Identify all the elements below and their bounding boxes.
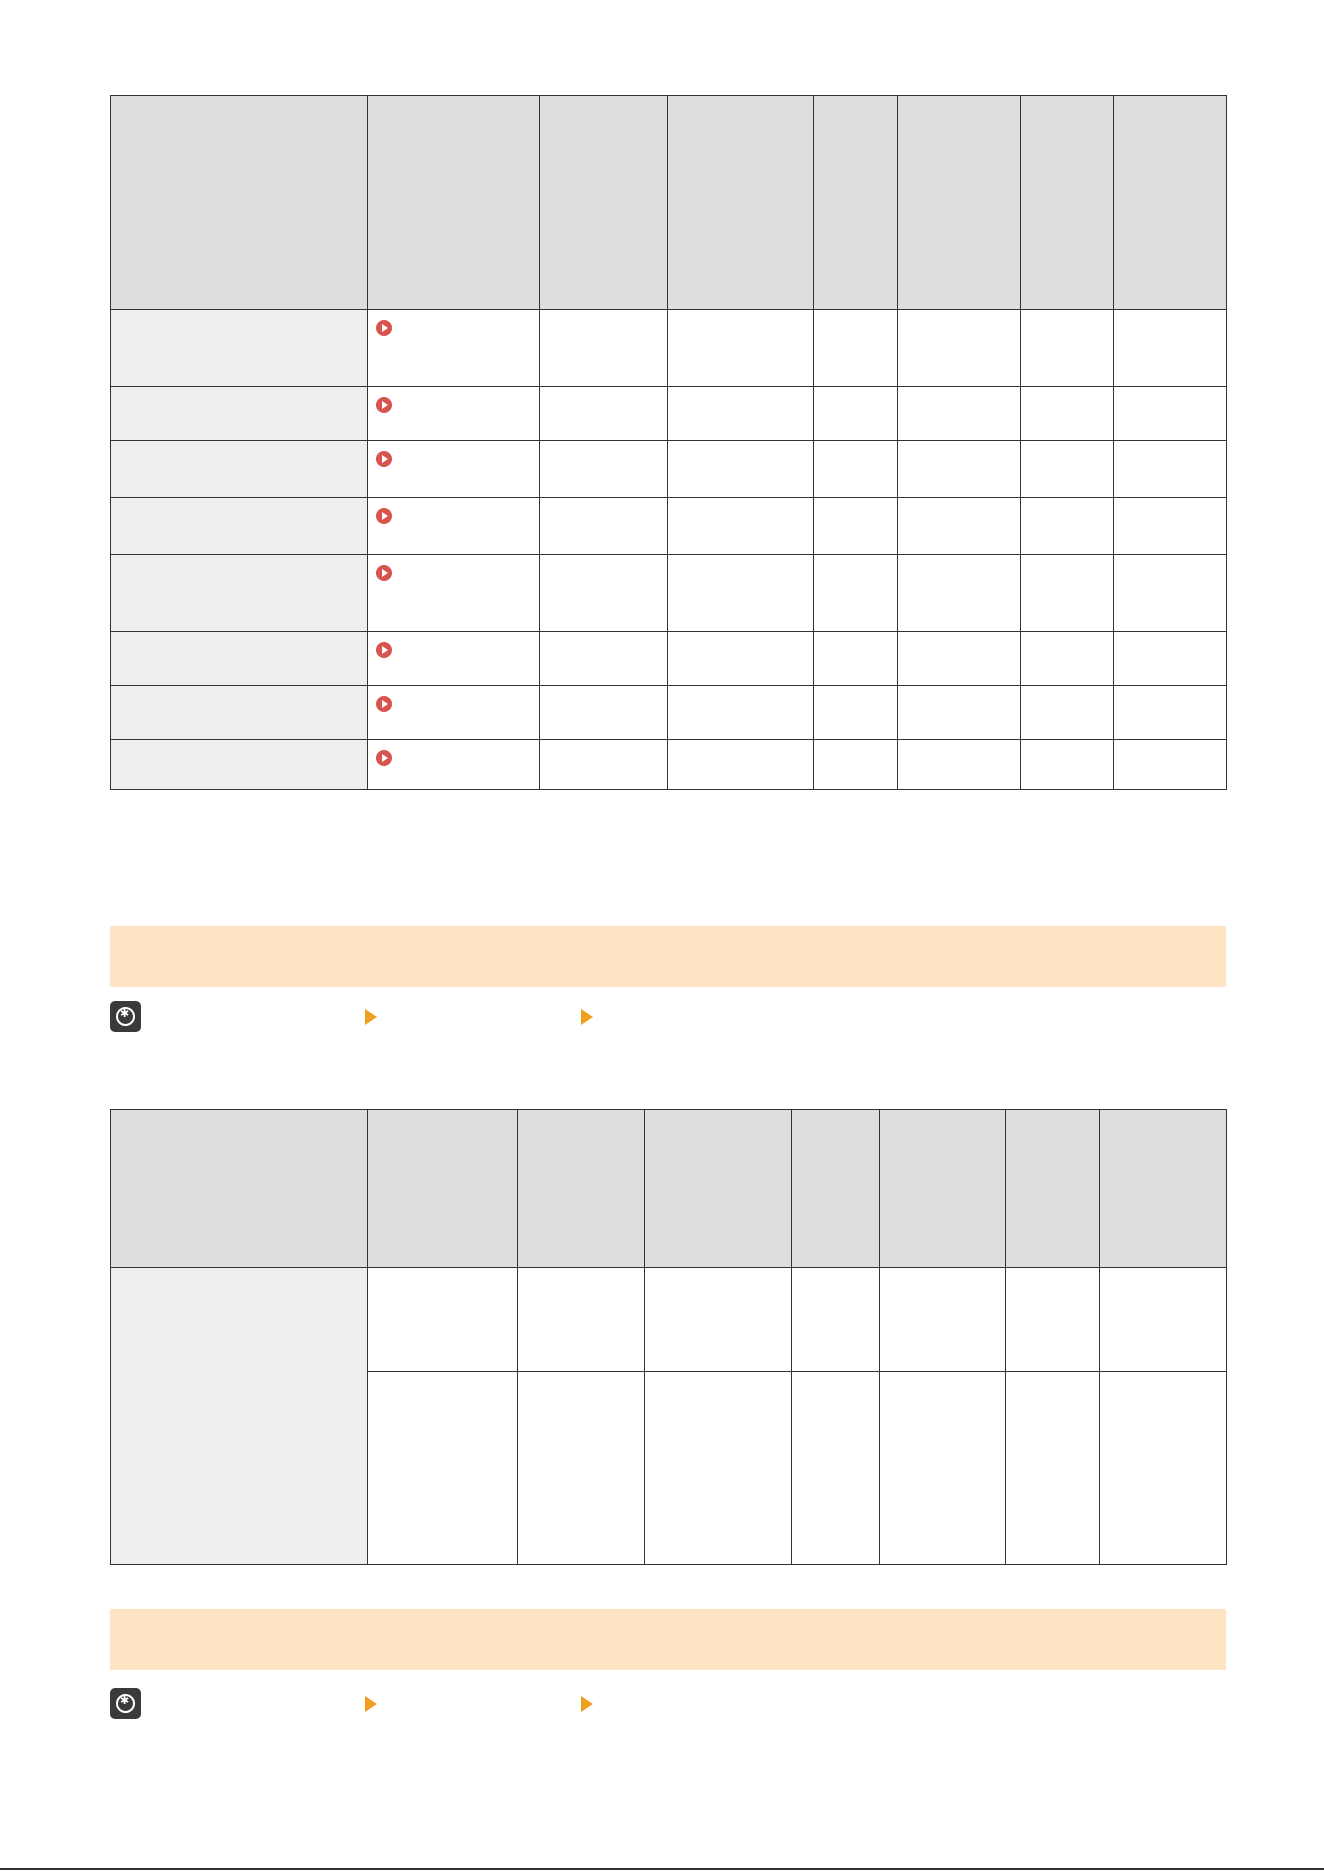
table-row: [111, 310, 1227, 387]
table-row: [111, 740, 1227, 790]
reference-link[interactable]: [368, 498, 539, 524]
table-cell: [540, 498, 668, 555]
table-cell: [540, 387, 668, 441]
table-cell: [1114, 555, 1227, 632]
table-cell: [1021, 555, 1114, 632]
row-label: [111, 441, 368, 498]
reference-cell: [368, 632, 540, 686]
table-cell: [518, 1372, 645, 1565]
table-cell: [540, 555, 668, 632]
table-cell: [898, 632, 1021, 686]
table-cell: [814, 555, 898, 632]
play-circle-icon: [376, 565, 392, 581]
table-cell: [540, 632, 668, 686]
triangle-right-icon: [365, 1009, 377, 1025]
table-row: [111, 498, 1227, 555]
row-label: [111, 686, 368, 740]
header-cell: [792, 1110, 880, 1268]
row-label: [111, 555, 368, 632]
table-cell: [1114, 632, 1227, 686]
table-cell: [1114, 498, 1227, 555]
table-cell: [898, 498, 1021, 555]
table-cell: [880, 1268, 1006, 1372]
header-cell: [668, 96, 814, 310]
triangle-right-icon: [581, 1009, 593, 1025]
table-cell: [668, 498, 814, 555]
table-cell: [368, 1372, 518, 1565]
section-banner: [110, 926, 1226, 987]
table-cell: [1114, 441, 1227, 498]
header-cell: [1114, 96, 1227, 310]
table-cell: [814, 387, 898, 441]
table-cell: [814, 740, 898, 790]
footer-divider: [0, 1868, 1324, 1870]
table-cell: [368, 1268, 518, 1372]
table-cell: [1021, 441, 1114, 498]
play-circle-icon: [376, 750, 392, 766]
table-cell: [1021, 632, 1114, 686]
table-cell: [898, 441, 1021, 498]
reference-link[interactable]: [368, 740, 539, 766]
breadcrumb: [110, 1001, 1226, 1033]
table-row: [111, 1268, 1227, 1372]
reference-cell: [368, 498, 540, 555]
header-cell: [1006, 1110, 1100, 1268]
reference-link[interactable]: [368, 555, 539, 581]
header-cell: [814, 96, 898, 310]
table-cell: [1114, 740, 1227, 790]
reference-cell: [368, 686, 540, 740]
triangle-right-icon: [365, 1696, 377, 1712]
table-cell: [518, 1268, 645, 1372]
table-cell: [880, 1372, 1006, 1565]
table-row: [111, 555, 1227, 632]
breadcrumb: [110, 1688, 1226, 1720]
row-label: [111, 310, 368, 387]
settings-icon[interactable]: [110, 1688, 141, 1719]
table-cell: [814, 498, 898, 555]
table-cell: [540, 310, 668, 387]
table-row: [111, 441, 1227, 498]
table-cell: [1021, 310, 1114, 387]
table-cell: [814, 632, 898, 686]
table-cell: [1114, 387, 1227, 441]
header-cell: [880, 1110, 1006, 1268]
header-cell: [111, 96, 368, 310]
table-cell: [1021, 498, 1114, 555]
table-cell: [668, 441, 814, 498]
reference-cell: [368, 441, 540, 498]
table-cell: [1006, 1372, 1100, 1565]
table-cell: [898, 686, 1021, 740]
table-cell: [1021, 740, 1114, 790]
table-cell: [1100, 1372, 1227, 1565]
table-cell: [898, 310, 1021, 387]
header-cell: [518, 1110, 645, 1268]
table-cell: [792, 1268, 880, 1372]
table-cell: [668, 632, 814, 686]
table-cell: [1114, 686, 1227, 740]
table-cell: [1114, 310, 1227, 387]
reference-link[interactable]: [368, 310, 539, 336]
table-cell: [540, 686, 668, 740]
reference-link[interactable]: [368, 632, 539, 658]
header-cell: [1021, 96, 1114, 310]
settings-table-2: [110, 1109, 1227, 1565]
reference-cell: [368, 555, 540, 632]
table-cell: [668, 686, 814, 740]
table-cell: [1100, 1268, 1227, 1372]
play-circle-icon: [376, 696, 392, 712]
header-cell: [898, 96, 1021, 310]
table-cell: [1021, 686, 1114, 740]
settings-table-1: [110, 95, 1227, 790]
table-cell: [814, 441, 898, 498]
play-circle-icon: [376, 320, 392, 336]
header-cell: [111, 1110, 368, 1268]
play-circle-icon: [376, 397, 392, 413]
row-label: [111, 740, 368, 790]
reference-link[interactable]: [368, 441, 539, 467]
table-row: [111, 686, 1227, 740]
play-circle-icon: [376, 451, 392, 467]
table-cell: [814, 686, 898, 740]
header-cell: [1100, 1110, 1227, 1268]
table-cell: [540, 441, 668, 498]
table-cell: [668, 387, 814, 441]
table-cell: [898, 740, 1021, 790]
reference-cell: [368, 387, 540, 441]
table-cell: [792, 1372, 880, 1565]
table-cell: [898, 555, 1021, 632]
play-circle-icon: [376, 508, 392, 524]
table-header-row: [111, 96, 1227, 310]
reference-cell: [368, 740, 540, 790]
row-label: [111, 632, 368, 686]
table-cell: [540, 740, 668, 790]
reference-cell: [368, 310, 540, 387]
table-cell: [1021, 387, 1114, 441]
header-cell: [368, 96, 540, 310]
table-cell: [668, 740, 814, 790]
reference-link[interactable]: [368, 387, 539, 413]
play-circle-icon: [376, 642, 392, 658]
row-label: [111, 387, 368, 441]
table-cell: [668, 555, 814, 632]
header-cell: [645, 1110, 792, 1268]
section-banner: [110, 1609, 1226, 1670]
table-header-row: [111, 1110, 1227, 1268]
row-label: [111, 1268, 368, 1565]
reference-link[interactable]: [368, 686, 539, 712]
triangle-right-icon: [581, 1696, 593, 1712]
table-cell: [668, 310, 814, 387]
table-cell: [898, 387, 1021, 441]
header-cell: [540, 96, 668, 310]
table-cell: [1006, 1268, 1100, 1372]
settings-icon[interactable]: [110, 1001, 141, 1032]
table-row: [111, 632, 1227, 686]
row-label: [111, 498, 368, 555]
table-cell: [645, 1268, 792, 1372]
table-cell: [645, 1372, 792, 1565]
header-cell: [368, 1110, 518, 1268]
table-cell: [814, 310, 898, 387]
table-row: [111, 387, 1227, 441]
